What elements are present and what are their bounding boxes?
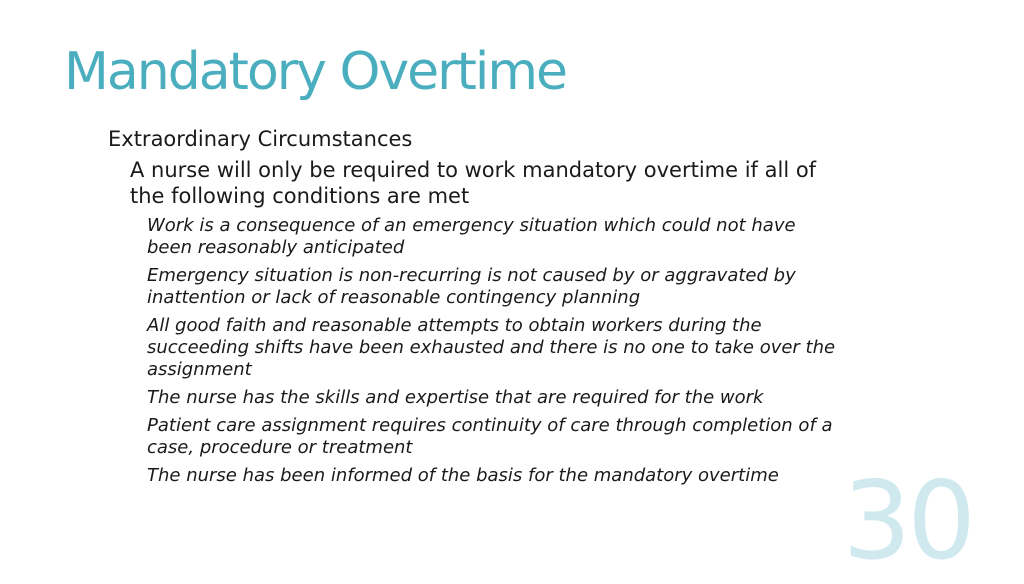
section-heading: Extraordinary Circumstances (108, 127, 413, 151)
conditions-list (147, 215, 837, 487)
condition-item: Emergency situation is non-recurring is not caused by or aggravated by inattention or lack of reasonable contingency planning (147, 265, 796, 308)
slide-content (108, 126, 848, 493)
condition-item: Work is a consequence of an emergency situation which could not have been reasonably anticipated (147, 215, 796, 258)
slide-title: Mandatory Overtime (64, 42, 567, 102)
condition-item: All good faith and reasonable attempts to obtain workers during the succeeding shifts have been exhausted and there is no one to take over the assignment (147, 315, 836, 380)
page-number: 30 (842, 459, 972, 584)
condition-item: Patient care assignment requires continuity of care through completion of a case, procedure or treatment (147, 415, 833, 458)
condition-item: The nurse has been informed of the basis for the mandatory overtime (147, 465, 779, 486)
condition-item: The nurse has the skills and expertise that are required for the work (147, 387, 764, 408)
intro-text: A nurse will only be required to work mandatory overtime if all of the following conditions are met (130, 158, 817, 208)
